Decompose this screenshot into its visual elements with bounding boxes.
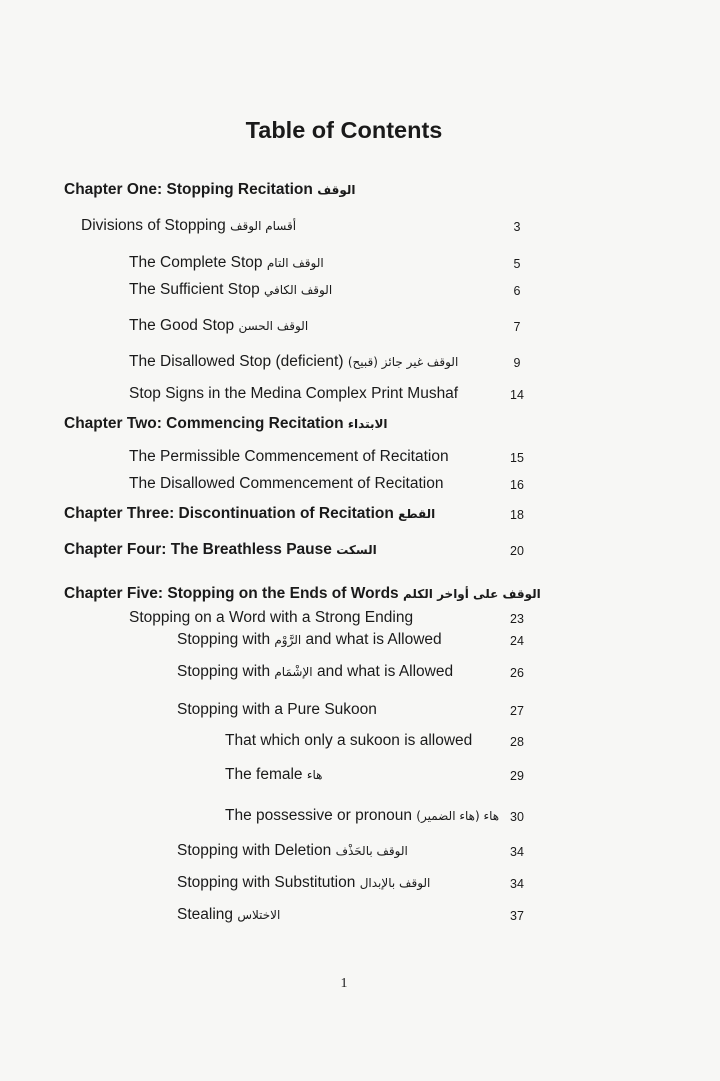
entry-label: Chapter Five: Stopping on the Ends of Words: [64, 585, 399, 602]
toc-complete-stop: [129, 253, 324, 273]
entry-arabic: أقسام الوقف: [230, 219, 297, 233]
page-number: 20: [510, 544, 524, 558]
entry-label: Chapter Three: Discontinuation of Recitation: [64, 505, 394, 522]
entry-arabic: الرَّوْم: [274, 633, 302, 647]
page-number: 18: [510, 508, 524, 522]
entry-arabic: الوقف غير جائز (قبيح): [347, 355, 459, 369]
entry-arabic: الوقف الكافي: [264, 283, 333, 297]
footer-page-number: 1: [340, 976, 348, 991]
toc-disallowed-stop: [129, 352, 458, 372]
entry-label: Stopping with Substitution: [177, 874, 356, 891]
toc-divisions-of-stopping: [81, 216, 296, 236]
toc-chapter-two: [64, 414, 388, 434]
entry-label: The female: [225, 766, 303, 783]
page-number: 15: [510, 451, 524, 465]
entry-label: Chapter Two: Commencing Recitation: [64, 415, 344, 432]
toc-pure-sukoon: [177, 700, 377, 720]
page-number: 34: [510, 877, 524, 891]
toc-chapter-one: [64, 180, 355, 200]
toc-chapter-three: [64, 504, 435, 524]
entry-arabic: الوقف التام: [266, 256, 324, 270]
entry-label: Stop Signs in the Medina Complex Print Mushaf: [129, 385, 459, 402]
page-number: 5: [513, 257, 521, 271]
entry-label: Stopping with Deletion: [177, 842, 332, 859]
toc-stopping-with-ishmam: [177, 662, 453, 682]
entry-arabic: الوقف الحسن: [238, 319, 309, 333]
entry-label: The Disallowed Stop (deficient): [129, 353, 344, 370]
entry-label: Chapter Four: The Breathless Pause: [64, 541, 332, 558]
toc-strong-ending: [129, 608, 413, 628]
entry-arabic: القطع: [398, 507, 436, 521]
toc-deletion: [177, 841, 408, 861]
entry-label: That which only a sukoon is allowed: [225, 732, 473, 749]
toc-chapter-five: [64, 584, 541, 604]
entry-label-suffix: and what is Allowed: [316, 663, 454, 680]
entry-label: Chapter One: Stopping Recitation: [64, 181, 313, 198]
toc-chapter-four: [64, 540, 377, 560]
entry-arabic: الوقف: [317, 183, 356, 197]
toc-possessive-pronoun: [225, 806, 499, 826]
toc-the-female: [225, 765, 323, 785]
page-number: 30: [510, 810, 524, 824]
entry-label: Divisions of Stopping: [81, 217, 226, 234]
page-number: 29: [510, 769, 524, 783]
entry-label: The Complete Stop: [129, 254, 263, 271]
entry-arabic: هاء: [306, 768, 323, 782]
toc-stop-signs: [129, 384, 458, 404]
page-number: 23: [510, 612, 524, 626]
entry-label: Stopping with: [177, 663, 271, 680]
toc-stealing: [177, 905, 280, 925]
entry-arabic: الوقف بالحَذْف: [335, 844, 408, 858]
entry-label: Stopping on a Word with a Strong Ending: [129, 609, 414, 626]
page-number: 6: [513, 284, 521, 298]
entry-label: The Good Stop: [129, 317, 235, 334]
entry-arabic: هاء (هاء الضمير): [416, 809, 500, 823]
toc-disallowed-commencement: [129, 474, 443, 494]
page-number: 14: [510, 388, 524, 402]
page-number: 24: [510, 634, 524, 648]
page-number: 28: [510, 735, 524, 749]
entry-arabic: الإشْمَام: [274, 665, 313, 679]
page-number: 16: [510, 478, 524, 492]
page-title: Table of Contents: [245, 117, 443, 143]
entry-label: The Permissible Commencement of Recitation: [129, 448, 449, 465]
toc-substitution: [177, 873, 430, 893]
entry-arabic: الاختلاس: [237, 908, 281, 922]
entry-label: Stealing: [177, 906, 234, 923]
page-number: 3: [513, 220, 521, 234]
entry-label: The Disallowed Commencement of Recitation: [129, 475, 444, 492]
entry-arabic: الابتداء: [347, 417, 388, 431]
entry-label: The possessive or pronoun: [225, 807, 412, 824]
entry-arabic: الوقف على أواخر الكلم: [403, 587, 541, 601]
page-number: 7: [513, 320, 521, 334]
entry-label: Stopping with a Pure Sukoon: [177, 701, 377, 718]
toc-sufficient-stop: [129, 280, 332, 300]
entry-label: Stopping with: [177, 631, 271, 648]
page-number: 27: [510, 704, 524, 718]
page-number: 34: [510, 845, 524, 859]
entry-arabic: الوقف بالإبدال: [359, 876, 431, 890]
entry-label: The Sufficient Stop: [129, 281, 260, 298]
entry-label-suffix: and what is Allowed: [305, 631, 442, 648]
page-number: 37: [510, 909, 524, 923]
page-number: 26: [510, 666, 524, 680]
entry-arabic: السكت: [336, 543, 377, 557]
toc-good-stop: [129, 316, 308, 336]
toc-only-sukoon: [225, 731, 472, 751]
toc-stopping-with-raum: [177, 630, 442, 650]
page-number: 9: [513, 356, 521, 370]
toc-permissible-commencement: [129, 447, 449, 467]
